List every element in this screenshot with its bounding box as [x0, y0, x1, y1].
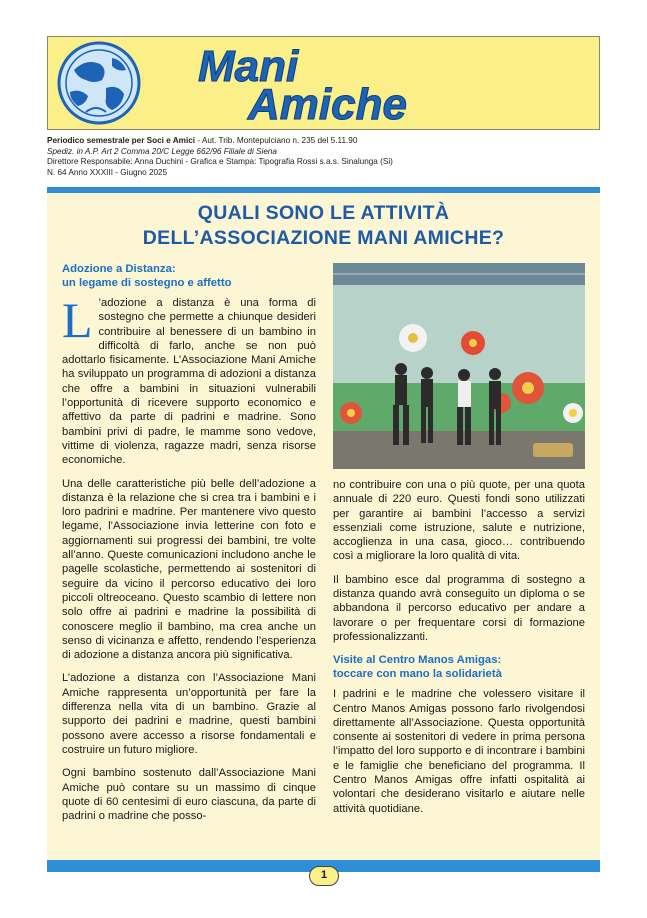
publication-line2: Spediz. in A.P. Art 2 Comma 20/C Legge 662/96 Filiale di Siena	[47, 146, 277, 156]
masthead	[47, 36, 600, 130]
left-column	[62, 262, 316, 823]
publication-info	[47, 136, 607, 178]
paragraph-4-part2: no contribuire con una o più quote, per una quota annuale di 220 euro. Questi fondi sono utilizzati per garantire ai bambini l’accesso a servizi essenziali come istruzione, salute e nutrizione, accoglienza in una casa, gioco… contribuendo così a migliorare la loro qualità di vita.	[333, 479, 585, 563]
article-title-line1: QUALI SONO LE ATTIVITÀ	[197, 202, 450, 224]
publication-line4: N. 64 Anno XXXIII - Giugno 2025	[47, 167, 168, 177]
page-number: 1	[309, 866, 339, 886]
brand-title	[48, 37, 601, 131]
paragraph-3: L’adozione a distanza con l’Associazione Mani Amiche rappresenta un’opportunità per fare la differenza nella vita di un bambino. Grazie al supporto dei padrini e madrine, questi bambini possono avere accesso a risorse fondamentali e costruire un futuro migliore.	[62, 672, 316, 756]
paragraph-5: Il bambino esce dal programma di sostegno a distanza quando avrà conseguito un diploma o se abbandona il percorso educativo per andare a lavorare o per frequentare corsi di formazione professionalizzanti.	[333, 573, 585, 643]
article-title	[47, 201, 600, 251]
dropcap: L	[62, 292, 93, 348]
section2-heading: Visite al Centro Manos Amigas: toccare con mano la solidarietà	[333, 654, 502, 681]
right-column	[333, 478, 585, 825]
section1-heading: Adozione a Distanza: un legame di sostegno e affetto	[62, 263, 232, 289]
paragraph-6: I padrini e le madrine che volessero visitare il Centro Manos Amigas possono farlo rivolgendosi direttamente all’Associazione. Questa opportunità consente ai sostenitori di vedere in prima persona l’impatto del loro supporto e di incontrare i bambini e le famiglie che beneficiano del programma. Il Centro Manos Amigas offre infatti ospitalità ai volontari che desiderano visitarlo e aiutare nelle attività quotidiane.	[333, 688, 585, 815]
article-title-line2: DELL’ASSOCIAZIONE MANI AMICHE?	[142, 227, 505, 249]
paragraph-4-part1: Ogni bambino sostenuto dall’Associazione Mani Amiche può contare su un massimo di cinque quote di 60 centesimi di euro ciascuna, da parte di padrini o madrine che posso-	[62, 767, 316, 823]
brand-title-line2: Amiche	[248, 80, 407, 129]
paragraph-1: L ’adozione a distanza è una forma di sostegno che permette a chiunque desideri contribuire al benessere di un bambino in difficoltà di farlo, anche se non può adottarlo fisicamente. L’Associazione Mani Amiche ha sviluppato un programma di adozioni a distanza che offre a bambini in situazioni vulnerabili l’opportunità di ricevere supporto economico e affettivo da parte di padrini e madrine. Sono bambini privi di padre, le mamme sono vedove, vittime di violenza, ragazze madri, senza risorse economiche.	[62, 292, 316, 467]
publication-line3: Direttore Responsabile: Anna Duchini - Grafica e Stampa: Tipografia Rossi s.a.s. Sinalunga (Si)	[47, 157, 393, 167]
paragraph-2: Una delle caratteristiche più belle dell’adozione a distanza è la relazione che si crea tra i bambini e i loro padrini e madrine. Per mantenere vivo questo legame, l’Associazione invia letterine con foto e aggiornamenti sui progressi dei bambini, tre volte all’anno. Queste comunicazioni includono anche le pagelle scolastiche, permettendo ai sostenitori di seguire da vicino il percorso educativo dei loro piccoli oltreoceano. Questo scambio di lettere non solo offre ai padrini e madrine la possibilità di conoscere meglio il bambino, ma crea anche un senso di vicinanza e affetto, rendendo l’esperienza di adozione a distanza ancora più significativa.	[62, 477, 316, 662]
mural-photo	[333, 263, 585, 469]
publication-line1: Periodico semestrale per Soci e Amici - Aut. Trib. Montepulciano n. 235 del 5.11.90	[47, 136, 358, 145]
brand-title-line1: Mani	[198, 42, 299, 91]
